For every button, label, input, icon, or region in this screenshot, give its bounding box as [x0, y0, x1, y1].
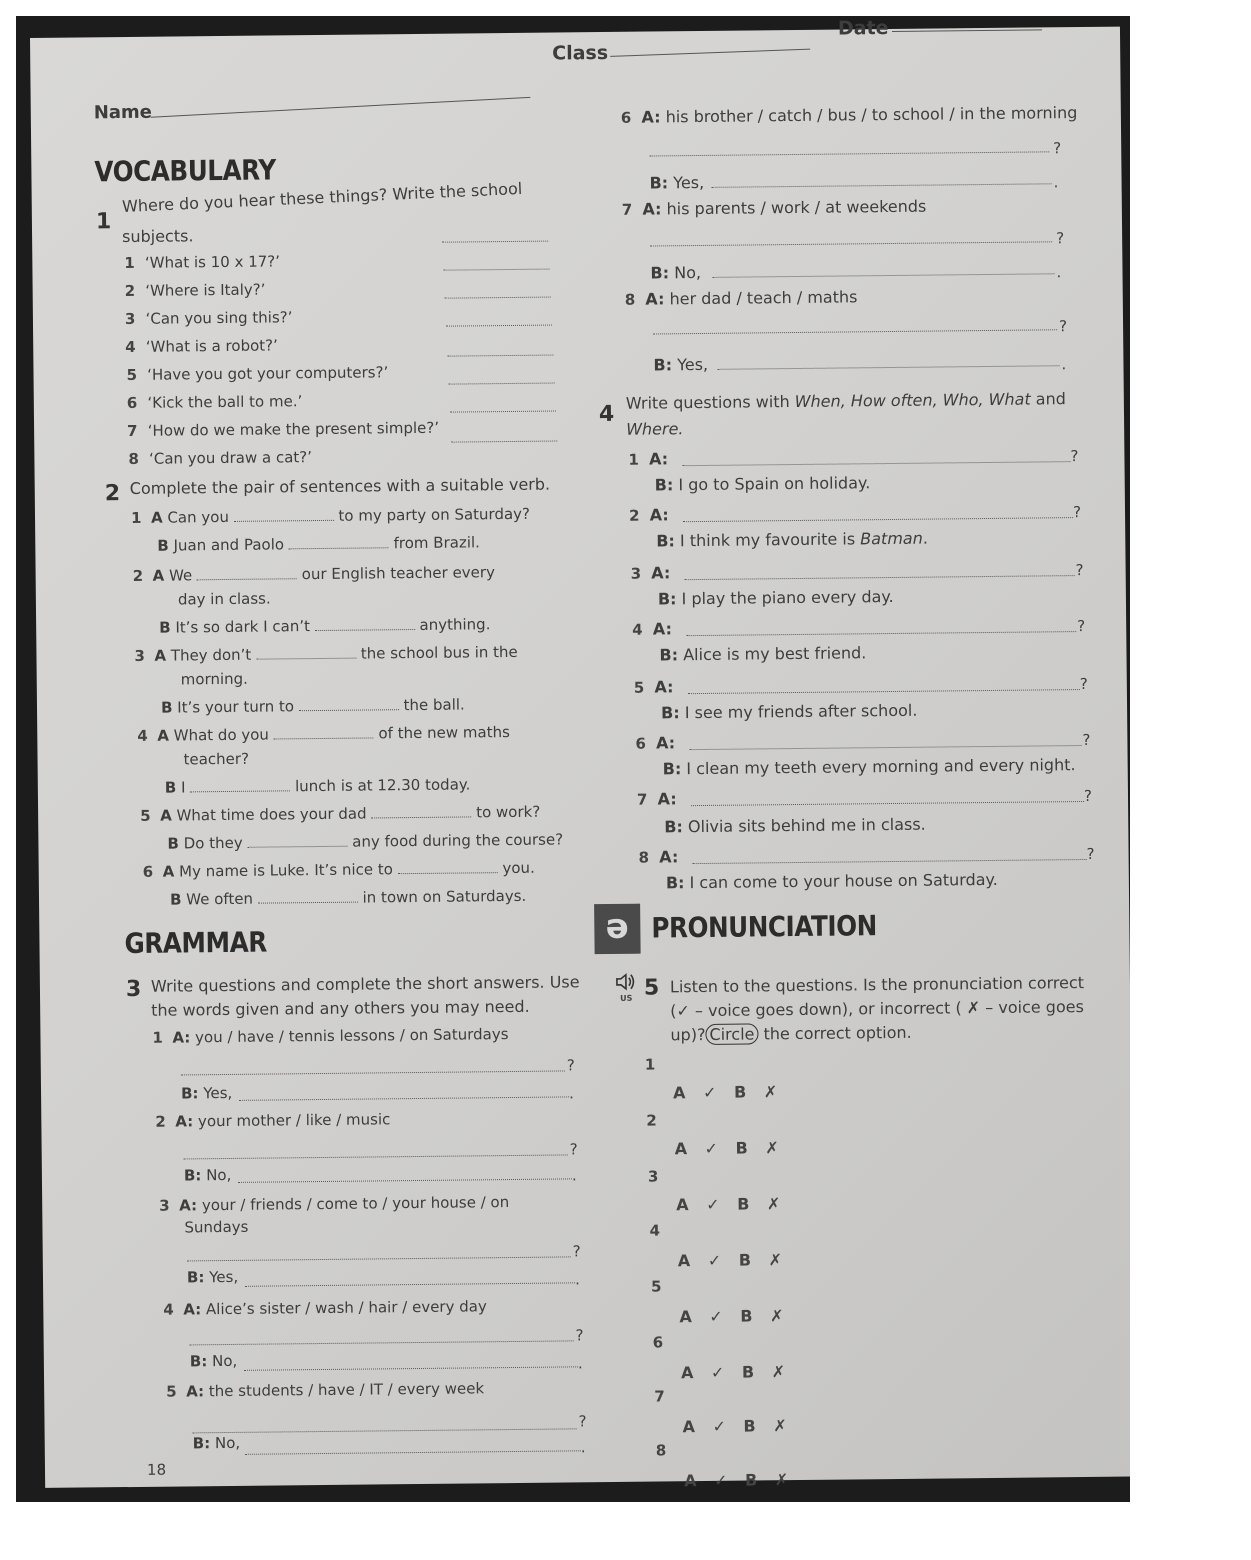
ex3-item: 1 A: you / have / tennis lessons / on Saturdays: [152, 1025, 509, 1047]
ex3-item: 6 A: his brother / catch / bus / to school / in the morning: [620, 103, 1078, 127]
pron-item-number: 6: [652, 1333, 664, 1352]
ex4-answer: B: I go to Spain on holiday.: [654, 473, 871, 495]
answer-line[interactable]: [718, 365, 1060, 370]
ex4-answer: B: I think my favourite is Batman.: [656, 528, 928, 551]
question-line[interactable]: [187, 1256, 571, 1261]
period: .: [574, 1270, 580, 1289]
ex4-question: 7 A:: [636, 789, 677, 809]
question-mark: ?: [1077, 616, 1086, 636]
speaker-icon[interactable]: [615, 972, 637, 996]
exercise-3-instruction-line2: the words given and any others you may need.: [151, 996, 530, 1020]
blank[interactable]: [274, 725, 374, 739]
pron-item-number: 2: [646, 1111, 657, 1130]
name-label: Name: [93, 101, 153, 124]
pron-item-number: 7: [654, 1387, 665, 1406]
blank[interactable]: [398, 860, 498, 874]
blank[interactable]: [299, 697, 399, 711]
question-line[interactable]: [650, 241, 1052, 246]
question-line[interactable]: [683, 461, 1071, 466]
question-line[interactable]: [653, 329, 1057, 334]
pronunciation-heading: PRONUNCIATION: [651, 909, 877, 945]
question-mark: ?: [1072, 503, 1082, 522]
ex2-line: B Juan and Paolo from Brazil.: [157, 533, 480, 555]
pron-options[interactable]: A ✓ B ✗: [684, 1470, 795, 1491]
question-line[interactable]: [688, 689, 1080, 694]
question-line[interactable]: [193, 1428, 577, 1433]
date-line: [892, 29, 1042, 32]
list-item: 4 ‘What is a robot?’: [125, 336, 278, 357]
ex4-answer: B: Olivia sits behind me in class.: [664, 814, 926, 837]
question-mark: ?: [572, 1242, 581, 1261]
ex2-line: 2 A We our English teacher every: [132, 563, 495, 585]
question-mark: ?: [1053, 139, 1062, 158]
question-line[interactable]: [184, 1154, 568, 1159]
ex2-line: B It’s so dark I can’t anything.: [159, 615, 491, 637]
pron-item-number: 4: [649, 1221, 661, 1240]
question-mark: ?: [566, 1056, 575, 1075]
period: .: [1053, 173, 1059, 192]
pron-item-number: 5: [651, 1277, 662, 1296]
ex2-line: B It’s your turn to the ball.: [160, 695, 465, 717]
ex2-line-continued: teacher?: [183, 749, 250, 769]
exercise-1-number: 1: [95, 209, 112, 235]
exercise-1-instruction: Where do you hear these things? Write the school: [121, 178, 523, 217]
question-mark: ?: [575, 1326, 584, 1345]
ex3-item: 2 A: your mother / like / music: [155, 1110, 391, 1131]
exercise-4-instruction: Write questions with When, How often, Who, What and: [625, 389, 1066, 413]
blank[interactable]: [190, 778, 290, 792]
audio-tag: US: [620, 993, 633, 1003]
answer-line[interactable]: [443, 269, 549, 271]
ex2-line: B Do they any food during the course?: [167, 830, 564, 853]
ex4-answer: B: I play the piano every day.: [657, 586, 894, 609]
ex4-answer: B: I see my friends after school.: [661, 700, 918, 723]
ex4-question: 3 A:: [630, 563, 671, 583]
pron-item-number: 1: [644, 1055, 656, 1074]
answer-line[interactable]: [449, 383, 555, 385]
list-item: 5 ‘Have you got your computers?’: [126, 363, 389, 385]
question-line[interactable]: [686, 631, 1076, 636]
ex3-item: 5 A: the students / have / IT / every week: [166, 1379, 485, 1401]
ex4-question: 8 A:: [638, 847, 679, 867]
period: .: [571, 1166, 577, 1185]
ex4-question: 2 A:: [628, 505, 669, 525]
blank[interactable]: [234, 508, 334, 522]
question-mark: ?: [1086, 844, 1095, 863]
answer-line[interactable]: [445, 297, 551, 299]
question-line[interactable]: [181, 1070, 565, 1075]
ex3-item-continued: Sundays: [184, 1217, 249, 1237]
grammar-heading: GRAMMAR: [124, 925, 267, 961]
schwa-icon: ə: [594, 904, 641, 954]
blank[interactable]: [197, 566, 297, 580]
ex3-item: 7 A: his parents / work / at weekends: [621, 196, 927, 219]
ex4-question: 5 A:: [633, 677, 674, 697]
ex4-question: 1 A:: [628, 449, 669, 469]
list-item: 8 ‘Can you draw a cat?’: [128, 448, 313, 468]
question-line[interactable]: [691, 801, 1084, 806]
pron-options[interactable]: A ✓ B ✗: [672, 1082, 784, 1103]
ex2-line: 5 A What time does your dad to work?: [140, 802, 541, 825]
question-mark: ?: [1082, 730, 1091, 750]
ex3-answer: B: Yes,: [653, 354, 709, 375]
answer-line[interactable]: [450, 411, 556, 413]
blank[interactable]: [289, 535, 389, 549]
blank[interactable]: [256, 646, 356, 660]
photo-background: [16, 16, 1130, 1502]
ex3-item: 8 A: her dad / teach / maths: [624, 287, 858, 309]
class-label: Class: [552, 41, 609, 65]
question-mark: ?: [1083, 786, 1093, 806]
pron-item-number: 3: [647, 1167, 659, 1186]
question-line[interactable]: [190, 1340, 574, 1345]
ex4-question: 4 A:: [632, 619, 673, 639]
list-item: 1 ‘What is 10 x 17?’: [124, 252, 281, 273]
exercise-3-number: 3: [125, 976, 142, 1003]
ex3-answer: B: Yes,: [649, 172, 705, 193]
exercise-5-instruction-line3: up)? Circle the correct option.: [670, 1022, 912, 1045]
ex4-answer: B: I clean my teeth every morning and every night.: [662, 755, 1076, 779]
ex3-answer: B: Yes,: [186, 1267, 239, 1287]
pron-options[interactable]: A ✓ B ✗: [679, 1306, 790, 1327]
ex3-answer: B: No,: [189, 1351, 238, 1371]
answer-line[interactable]: [244, 1366, 578, 1370]
exercise-1-instruction-line2: subjects.: [121, 226, 194, 247]
blank[interactable]: [247, 834, 347, 848]
pron-options[interactable]: A ✓ B ✗: [680, 1362, 792, 1383]
question-line[interactable]: [689, 745, 1081, 750]
vocabulary-heading: VOCABULARY: [94, 153, 276, 189]
exercise-3-instruction: Write questions and complete the short answers. Use: [150, 972, 580, 996]
question-line[interactable]: [685, 575, 1075, 580]
answer-line[interactable]: [239, 1096, 569, 1100]
ex3-answer: B: No,: [192, 1433, 241, 1453]
ex3-item: 3 A: your / friends / come to / your house / on: [159, 1193, 510, 1215]
exercise-5-number: 5: [643, 975, 660, 1001]
answer-line[interactable]: [245, 1450, 581, 1455]
ex2-line-continued: day in class.: [177, 589, 271, 609]
list-item: 2 ‘Where is Italy?’: [124, 280, 266, 301]
ex2-line: 1 A Can you to my party on Saturday?: [130, 504, 531, 527]
answer-line[interactable]: [447, 355, 553, 357]
ex3-answer: B: No,: [650, 262, 702, 283]
ex4-answer: B: Alice is my best friend.: [659, 643, 867, 665]
exercise-2-number: 2: [104, 481, 121, 507]
period: .: [577, 1354, 583, 1373]
list-item: 6 ‘Kick the ball to me.’: [126, 392, 303, 413]
ex2-line: 4 A What do you of the new maths: [137, 723, 510, 745]
pron-options[interactable]: A ✓ B ✗: [677, 1250, 789, 1271]
ex2-line: B I lunch is at 12.30 today.: [164, 775, 471, 797]
answer-line[interactable]: [238, 1178, 572, 1182]
answer-line[interactable]: [442, 241, 548, 243]
question-line[interactable]: [683, 517, 1073, 522]
ex3-answer: B: No,: [183, 1165, 232, 1185]
question-line[interactable]: [693, 859, 1087, 864]
question-mark: ?: [1070, 447, 1079, 466]
list-item: 3 ‘Can you sing this?’: [124, 308, 293, 329]
answer-line[interactable]: [446, 325, 552, 327]
period: .: [568, 1084, 574, 1103]
period: .: [1061, 355, 1067, 374]
answer-line[interactable]: [245, 1282, 575, 1286]
ex2-line: 3 A They don’t the school bus in the: [134, 642, 518, 665]
period: .: [580, 1438, 586, 1457]
question-mark: ?: [578, 1412, 587, 1431]
pron-options[interactable]: A ✓ B ✗: [674, 1138, 785, 1159]
blank[interactable]: [315, 617, 415, 631]
ex3-item: 4 A: Alice’s sister / wash / hair / every day: [163, 1297, 487, 1319]
ex2-line-continued: morning.: [180, 669, 248, 689]
list-item: 7 ‘How do we make the present simple?’: [127, 418, 440, 441]
pron-item-number: 8: [655, 1441, 667, 1460]
exercise-5-instruction: Listen to the questions. Is the pronunciation correct: [669, 973, 1085, 997]
ex2-line: 6 A My name is Luke. It’s nice to you.: [142, 858, 535, 881]
question-mark: ?: [569, 1140, 578, 1159]
pron-options[interactable]: A ✓ B ✗: [682, 1416, 793, 1437]
exercise-4-number: 4: [598, 401, 615, 428]
page-number: 18: [146, 1460, 167, 1479]
pron-options[interactable]: A ✓ B ✗: [676, 1194, 787, 1215]
class-line: [610, 49, 810, 57]
blank[interactable]: [258, 890, 358, 904]
name-line: [151, 97, 531, 118]
exercise-5-instruction-line2: (✓ – voice goes down), or incorrect ( ✗ – voice goes: [670, 997, 1084, 1021]
question-mark: ?: [1056, 229, 1065, 248]
ex2-line: B We often in town on Saturdays.: [169, 886, 527, 909]
ex3-answer: B: Yes,: [180, 1083, 233, 1103]
answer-line[interactable]: [713, 273, 1055, 278]
answer-line[interactable]: [451, 441, 557, 443]
exercise-2-instruction: Complete the pair of sentences with a suitable verb.: [129, 474, 551, 498]
question-mark: ?: [1079, 674, 1088, 694]
exercise-4-instruction-line2: Where.: [626, 419, 684, 439]
date-label: Date: [837, 17, 889, 40]
blank[interactable]: [371, 804, 471, 818]
question-mark: ?: [1058, 317, 1068, 336]
answer-line[interactable]: [712, 183, 1052, 188]
question-mark: ?: [1075, 560, 1084, 580]
period: .: [1056, 263, 1062, 282]
worksheet-page: [30, 17, 1130, 1491]
ex4-answer: B: I can come to your house on Saturday.: [665, 869, 998, 893]
ex4-question: 6 A:: [635, 733, 676, 753]
question-line[interactable]: [649, 151, 1049, 156]
